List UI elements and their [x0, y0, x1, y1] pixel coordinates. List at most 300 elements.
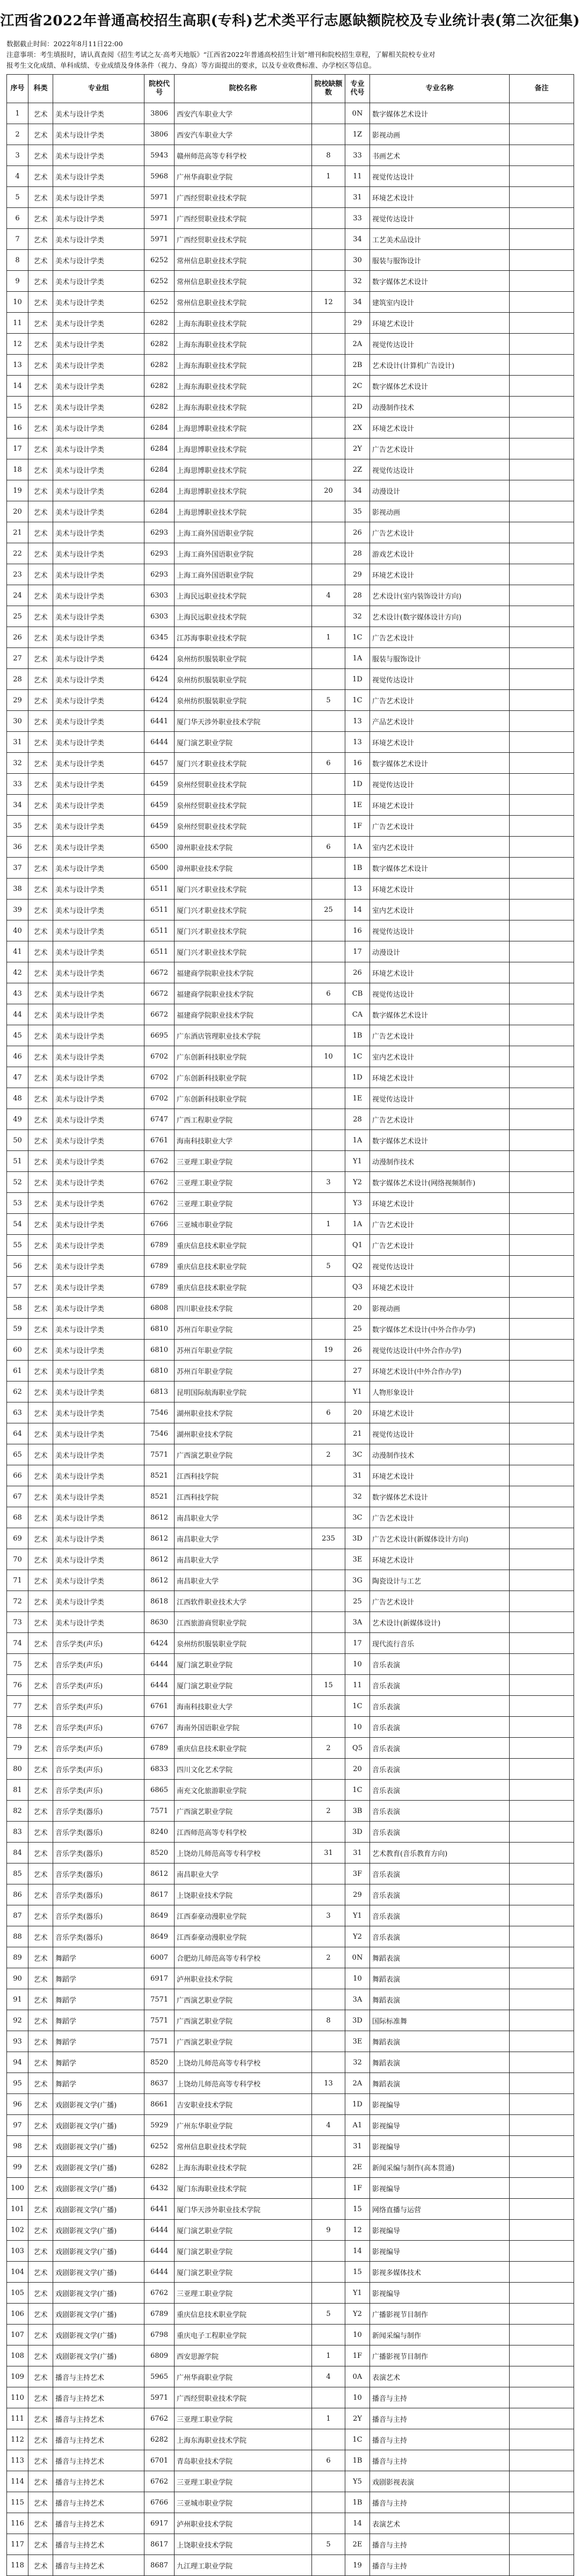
cell-school-name: 厦门演艺职业学院 [175, 2220, 312, 2241]
cell-remarks [510, 1570, 574, 1591]
cell-vacancy: 1 [312, 2345, 345, 2366]
cell-remarks [510, 2241, 574, 2262]
cell-major-code: 1D [345, 774, 370, 795]
cell-school-name: 泸州职业技术学院 [175, 2513, 312, 2534]
cell-group: 舞蹈学 [53, 2052, 144, 2073]
table-row [7, 1423, 574, 1444]
cell-major-code: 20 [345, 1298, 370, 1319]
cell-major-name: 动漫制作技术 [370, 1151, 510, 1172]
cell-group: 音乐学类(声乐) [53, 1780, 144, 1801]
cell-major-name: 音乐表演 [370, 1926, 510, 1947]
cell-school-code: 6432 [144, 2178, 175, 2199]
cell-major-name: 视觉传达设计 [370, 334, 510, 355]
cell-category: 艺术 [28, 879, 53, 900]
cell-school-code: 8240 [144, 1822, 175, 1843]
cell-school-name: 泉州纺织服装职业学院 [175, 648, 312, 669]
cell-school-code: 8649 [144, 1905, 175, 1926]
cell-major-code: 33 [345, 208, 370, 229]
table-row [7, 1989, 574, 2010]
cell-group: 戏剧影视文学(广播) [53, 2094, 144, 2115]
cell-vacancy [312, 250, 345, 271]
cell-index: 4 [7, 166, 28, 187]
cell-index: 42 [7, 962, 28, 983]
cell-major-name: 环境艺术设计 [370, 313, 510, 334]
cell-vacancy [312, 1109, 345, 1130]
cell-index: 10 [7, 292, 28, 313]
cell-vacancy [312, 459, 345, 480]
cell-index: 32 [7, 753, 28, 774]
cell-school-code: 6424 [144, 648, 175, 669]
cell-index: 20 [7, 501, 28, 522]
header-school-name: 院校名称 [175, 75, 312, 103]
cell-remarks [510, 1780, 574, 1801]
cell-major-code: 1D [345, 1067, 370, 1088]
cell-index: 97 [7, 2115, 28, 2136]
cell-vacancy: 3 [312, 1905, 345, 1926]
cell-category: 艺术 [28, 732, 53, 753]
cell-index: 49 [7, 1109, 28, 1130]
cell-category: 艺术 [28, 690, 53, 711]
cell-school-code: 6252 [144, 250, 175, 271]
cell-major-code: 26 [345, 522, 370, 543]
cell-major-code: 1C [345, 2429, 370, 2450]
cell-school-name: 江苏海事职业技术学院 [175, 627, 312, 648]
cell-major-name: 数字媒体艺术设计 [370, 1004, 510, 1025]
cell-major-code: 13 [345, 732, 370, 753]
cell-major-code: 19 [345, 2555, 370, 2576]
cell-major-name: 广告艺术设计 [370, 690, 510, 711]
cell-group: 播音与主持艺术 [53, 2492, 144, 2513]
cell-remarks [510, 543, 574, 564]
cell-vacancy [312, 501, 345, 522]
cell-group: 美术与设计学类 [53, 753, 144, 774]
cell-major-code: 17 [345, 941, 370, 962]
cell-remarks [510, 1067, 574, 1088]
cell-major-name: 音乐表演 [370, 1717, 510, 1738]
header-major-name: 专业名称 [370, 75, 510, 103]
cell-category: 艺术 [28, 1465, 53, 1486]
cell-category: 艺术 [28, 585, 53, 606]
cell-major-name: 陶瓷设计与工艺 [370, 1570, 510, 1591]
cell-category: 艺术 [28, 2534, 53, 2555]
cell-major-code: 13 [345, 711, 370, 732]
cell-school-name: 三亚理工职业学院 [175, 1193, 312, 1214]
table-header-row [7, 75, 574, 103]
cell-remarks [510, 145, 574, 166]
cell-school-code: 5968 [144, 166, 175, 187]
cell-index: 2 [7, 124, 28, 145]
cell-group: 播音与主持艺术 [53, 2534, 144, 2555]
cell-vacancy [312, 418, 345, 438]
cell-category: 艺术 [28, 753, 53, 774]
cell-category: 艺术 [28, 1277, 53, 1298]
cell-school-code: 6761 [144, 1130, 175, 1151]
cell-school-name: 上海工商外国语职业学院 [175, 543, 312, 564]
cell-vacancy [312, 2031, 345, 2052]
cell-remarks [510, 313, 574, 334]
cell-school-code: 6789 [144, 1256, 175, 1277]
cell-school-code: 6441 [144, 711, 175, 732]
cell-index: 93 [7, 2031, 28, 2052]
cell-major-code: 1C [345, 690, 370, 711]
cell-remarks [510, 1801, 574, 1822]
table-row [7, 2136, 574, 2157]
cell-group: 美术与设计学类 [53, 1340, 144, 1361]
cell-major-name: 视觉传达设计 [370, 459, 510, 480]
table-row [7, 2115, 574, 2136]
cell-index: 106 [7, 2304, 28, 2325]
cell-category: 艺术 [28, 1738, 53, 1759]
cell-category: 艺术 [28, 1172, 53, 1193]
cell-major-code: 16 [345, 920, 370, 941]
cell-remarks [510, 1926, 574, 1947]
cell-school-code: 6511 [144, 879, 175, 900]
cell-index: 38 [7, 879, 28, 900]
cell-school-code: 6761 [144, 1696, 175, 1717]
cell-remarks [510, 732, 574, 753]
cell-school-name: 厦门演艺职业学院 [175, 1675, 312, 1696]
cell-major-name: 舞蹈表演 [370, 2052, 510, 2073]
cell-index: 43 [7, 983, 28, 1004]
cell-major-code: 16 [345, 753, 370, 774]
cell-school-code: 6284 [144, 501, 175, 522]
cell-school-name: 上海工商外国语职业学院 [175, 522, 312, 543]
cell-group: 舞蹈学 [53, 2031, 144, 2052]
cell-category: 艺术 [28, 1402, 53, 1423]
table-row [7, 2366, 574, 2387]
cell-school-name: 广西经贸职业技术学院 [175, 2387, 312, 2408]
cell-school-name: 上海思博职业技术学院 [175, 501, 312, 522]
table-row [7, 313, 574, 334]
cell-school-name: 重庆信息技术职业学院 [175, 1277, 312, 1298]
cell-group: 美术与设计学类 [53, 166, 144, 187]
cell-category: 艺术 [28, 1696, 53, 1717]
cell-major-name: 音乐表演 [370, 1801, 510, 1822]
cell-remarks [510, 1214, 574, 1235]
cell-school-code: 6303 [144, 606, 175, 627]
cell-group: 音乐学类(器乐) [53, 1884, 144, 1905]
cell-index: 23 [7, 564, 28, 585]
cell-school-code: 6789 [144, 1277, 175, 1298]
cell-group: 音乐学类(声乐) [53, 1633, 144, 1654]
cell-vacancy [312, 313, 345, 334]
cell-index: 60 [7, 1340, 28, 1361]
cell-major-code: 32 [345, 2052, 370, 2073]
cell-index: 31 [7, 732, 28, 753]
cell-index: 25 [7, 606, 28, 627]
cell-school-name: 三亚理工职业学院 [175, 1172, 312, 1193]
cell-category: 艺术 [28, 1319, 53, 1340]
table-row [7, 1675, 574, 1696]
cell-vacancy: 5 [312, 2534, 345, 2555]
cell-group: 美术与设计学类 [53, 606, 144, 627]
cell-vacancy [312, 1612, 345, 1633]
cell-school-code: 6747 [144, 1109, 175, 1130]
cell-school-name: 重庆信息技术职业学院 [175, 1738, 312, 1759]
cell-remarks [510, 397, 574, 418]
cell-vacancy [312, 397, 345, 418]
cell-major-name: 动漫设计 [370, 941, 510, 962]
cell-vacancy [312, 1633, 345, 1654]
cell-group: 美术与设计学类 [53, 1423, 144, 1444]
cell-vacancy [312, 669, 345, 690]
cell-major-name: 舞蹈表演 [370, 1968, 510, 1989]
cell-vacancy [312, 1654, 345, 1675]
cell-major-code: 28 [345, 585, 370, 606]
cell-school-code: 6444 [144, 2220, 175, 2241]
cell-major-name: 网络直播与运营 [370, 2199, 510, 2220]
cell-vacancy [312, 2052, 345, 2073]
cell-category: 艺术 [28, 1612, 53, 1633]
table-row [7, 2387, 574, 2408]
cell-index: 105 [7, 2283, 28, 2304]
table-row [7, 858, 574, 879]
table-row [7, 1633, 574, 1654]
cell-remarks [510, 1528, 574, 1549]
table-row [7, 1256, 574, 1277]
cell-index: 21 [7, 522, 28, 543]
cell-major-code: Q1 [345, 1235, 370, 1256]
cell-index: 73 [7, 1612, 28, 1633]
cell-school-code: 6766 [144, 1214, 175, 1235]
cell-major-code: 10 [345, 1717, 370, 1738]
cell-major-name: 播音与主持 [370, 2408, 510, 2429]
cell-index: 69 [7, 1528, 28, 1549]
cell-remarks [510, 2450, 574, 2471]
table-row [7, 459, 574, 480]
cell-category: 艺术 [28, 1004, 53, 1025]
cell-vacancy [312, 2283, 345, 2304]
cell-remarks [510, 1193, 574, 1214]
cell-school-name: 广西演艺职业学院 [175, 1444, 312, 1465]
cell-major-name: 环境艺术设计 [370, 1193, 510, 1214]
cell-major-name: 舞蹈表演 [370, 1947, 510, 1968]
cell-school-name: 西安思源学院 [175, 2345, 312, 2366]
cell-remarks [510, 2555, 574, 2576]
cell-vacancy [312, 1361, 345, 1381]
cell-remarks [510, 1025, 574, 1046]
cell-group: 美术与设计学类 [53, 1381, 144, 1402]
cell-major-name: 艺术设计(室内装饰设计方向) [370, 585, 510, 606]
cell-major-name: 数字媒体艺术设计 [370, 1486, 510, 1507]
cell-category: 艺术 [28, 2304, 53, 2325]
table-row [7, 1884, 574, 1905]
cell-school-code: 8521 [144, 1486, 175, 1507]
cell-school-code: 6809 [144, 2345, 175, 2366]
cell-index: 12 [7, 334, 28, 355]
cell-vacancy [312, 648, 345, 669]
cell-school-name: 厦门演艺职业学院 [175, 732, 312, 753]
cell-major-code: 11 [345, 1675, 370, 1696]
cell-category: 艺术 [28, 2115, 53, 2136]
cell-major-name: 现代流行音乐 [370, 1633, 510, 1654]
cell-vacancy: 5 [312, 690, 345, 711]
cell-vacancy [312, 2241, 345, 2262]
cell-major-code: 1B [345, 858, 370, 879]
cell-major-code: 1A [345, 1130, 370, 1151]
cell-major-code: 2A [345, 2073, 370, 2094]
cell-group: 美术与设计学类 [53, 669, 144, 690]
cell-remarks [510, 501, 574, 522]
cell-remarks [510, 1004, 574, 1025]
cell-vacancy: 6 [312, 1402, 345, 1423]
cell-remarks [510, 753, 574, 774]
table-row [7, 1968, 574, 1989]
cell-index: 41 [7, 941, 28, 962]
cell-vacancy [312, 920, 345, 941]
table-row [7, 1947, 574, 1968]
cell-school-code: 6252 [144, 2136, 175, 2157]
table-row [7, 816, 574, 837]
cell-group: 播音与主持艺术 [53, 2450, 144, 2471]
cell-school-name: 厦门兴才职业技术学院 [175, 753, 312, 774]
cell-school-name: 上饶幼儿师范高等专科学校 [175, 2073, 312, 2094]
table-row [7, 480, 574, 501]
cell-school-name: 西安汽车职业大学 [175, 103, 312, 124]
cell-school-code: 6833 [144, 1759, 175, 1780]
cell-group: 美术与设计学类 [53, 1591, 144, 1612]
cell-major-code: 1C [345, 1696, 370, 1717]
cell-school-code: 6810 [144, 1340, 175, 1361]
cell-vacancy: 2 [312, 1738, 345, 1759]
cell-category: 艺术 [28, 2052, 53, 2073]
cell-remarks [510, 2325, 574, 2345]
cell-school-name: 厦门华天涉外职业技术学院 [175, 711, 312, 732]
cell-major-code: A1 [345, 2115, 370, 2136]
cell-major-code: 3F [345, 1863, 370, 1884]
cell-group: 播音与主持艺术 [53, 2408, 144, 2429]
cell-remarks [510, 1109, 574, 1130]
cell-school-name: 常州信息职业技术学院 [175, 271, 312, 292]
cell-category: 艺术 [28, 1340, 53, 1361]
cell-category: 艺术 [28, 1067, 53, 1088]
table-row [7, 1381, 574, 1402]
cell-vacancy [312, 941, 345, 962]
cell-major-name: 广告艺术设计 [370, 1025, 510, 1046]
cell-group: 美术与设计学类 [53, 187, 144, 208]
cell-major-name: 影视编导 [370, 2241, 510, 2262]
table-row [7, 1319, 574, 1340]
cell-category: 艺术 [28, 1444, 53, 1465]
cell-remarks [510, 879, 574, 900]
cell-group: 音乐学类(声乐) [53, 1675, 144, 1696]
cell-group: 美术与设计学类 [53, 1235, 144, 1256]
cell-remarks [510, 2283, 574, 2304]
cell-major-code: 13 [345, 879, 370, 900]
cell-major-name: 影视编导 [370, 2220, 510, 2241]
table-row [7, 2325, 574, 2345]
cell-vacancy: 10 [312, 1046, 345, 1067]
cell-major-code: 1A [345, 837, 370, 858]
cell-vacancy: 1 [312, 1214, 345, 1235]
cell-major-name: 视觉传达设计 [370, 1423, 510, 1444]
cell-school-code: 6282 [144, 334, 175, 355]
cell-school-code: 6798 [144, 2325, 175, 2345]
table-row [7, 2492, 574, 2513]
cell-school-code: 8661 [144, 2094, 175, 2115]
cell-remarks [510, 2031, 574, 2052]
cell-index: 94 [7, 2052, 28, 2073]
cell-school-code: 6459 [144, 795, 175, 816]
cell-vacancy [312, 1926, 345, 1947]
cell-index: 80 [7, 1759, 28, 1780]
cell-group: 音乐学类(声乐) [53, 1696, 144, 1717]
cell-category: 艺术 [28, 2450, 53, 2471]
cell-category: 艺术 [28, 1905, 53, 1926]
cell-school-name: 海南科技职业大学 [175, 1696, 312, 1717]
cell-remarks [510, 606, 574, 627]
cell-group: 美术与设计学类 [53, 1570, 144, 1591]
cell-school-code: 6695 [144, 1025, 175, 1046]
cell-category: 艺术 [28, 648, 53, 669]
cell-school-name: 江西泰豪动漫职业学院 [175, 1926, 312, 1947]
table-row [7, 1046, 574, 1067]
cell-school-name: 江西旅游商贸职业学院 [175, 1612, 312, 1633]
page-title: 江西省2022年普通高校招生高职(专科)艺术类平行志愿缺额院校及专业统计表(第二次征集) [0, 12, 580, 29]
cell-remarks [510, 229, 574, 250]
cell-major-code: Y3 [345, 1193, 370, 1214]
cell-vacancy [312, 1968, 345, 1989]
cell-major-code: 1F [345, 2345, 370, 2366]
cell-remarks [510, 1989, 574, 2010]
cell-remarks [510, 2178, 574, 2199]
cell-remarks [510, 1340, 574, 1361]
cell-vacancy [312, 1151, 345, 1172]
cell-school-name: 重庆信息技术职业学院 [175, 1256, 312, 1277]
cell-index: 110 [7, 2387, 28, 2408]
cell-vacancy [312, 1465, 345, 1486]
cell-category: 艺术 [28, 1759, 53, 1780]
table-row [7, 1444, 574, 1465]
cell-school-name: 泉州经贸职业技术学院 [175, 774, 312, 795]
cell-school-name: 上海东海职业技术学院 [175, 334, 312, 355]
cell-vacancy [312, 334, 345, 355]
cell-major-name: 影视编导 [370, 2283, 510, 2304]
cell-vacancy: 19 [312, 1340, 345, 1361]
cell-school-code: 6282 [144, 355, 175, 376]
cell-group: 舞蹈学 [53, 1989, 144, 2010]
cell-school-code: 6284 [144, 418, 175, 438]
notes-block [0, 39, 580, 71]
cell-category: 艺术 [28, 816, 53, 837]
cell-remarks [510, 1361, 574, 1381]
cell-group: 美术与设计学类 [53, 816, 144, 837]
cell-remarks [510, 2492, 574, 2513]
cell-group: 美术与设计学类 [53, 1507, 144, 1528]
table-row [7, 1759, 574, 1780]
cell-group: 美术与设计学类 [53, 1465, 144, 1486]
cell-vacancy [312, 2513, 345, 2534]
cell-vacancy [312, 1884, 345, 1905]
cell-major-name: 影视编导 [370, 2115, 510, 2136]
cell-school-code: 6702 [144, 1088, 175, 1109]
cell-school-name: 昆明国际航海职业学院 [175, 1381, 312, 1402]
cell-category: 艺术 [28, 1717, 53, 1738]
cell-major-code: 20 [345, 1759, 370, 1780]
cell-group: 美术与设计学类 [53, 627, 144, 648]
cell-group: 美术与设计学类 [53, 543, 144, 564]
cell-remarks [510, 1130, 574, 1151]
cell-school-code: 7571 [144, 2010, 175, 2031]
table-row [7, 711, 574, 732]
cell-index: 13 [7, 355, 28, 376]
cell-index: 109 [7, 2366, 28, 2387]
cell-remarks [510, 1444, 574, 1465]
cell-school-code: 6282 [144, 2429, 175, 2450]
cell-index: 57 [7, 1277, 28, 1298]
cell-group: 美术与设计学类 [53, 962, 144, 983]
cell-group: 音乐学类(器乐) [53, 1822, 144, 1843]
